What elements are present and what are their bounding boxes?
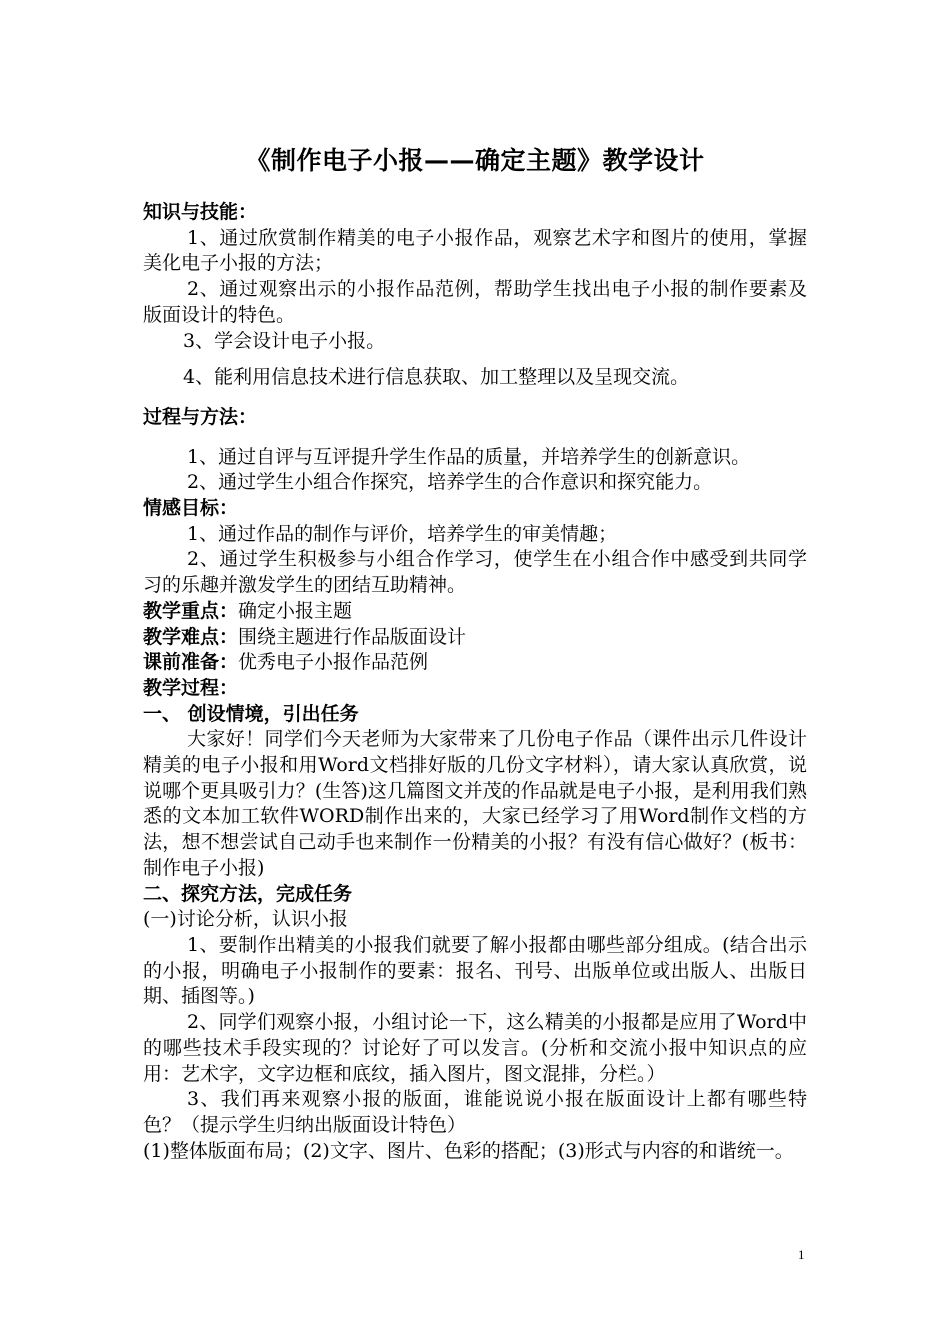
- emotion-heading: 情感目标：: [143, 497, 239, 520]
- section1-heading: 一、 创设情境，引出任务: [143, 702, 359, 725]
- knowledge-item-1: 1、通过欣赏制作精美的电子小报作品，观察艺术字和图片的使用，掌握美化电子小报的方法；: [143, 226, 807, 275]
- process-item-1: 1、通过自评与互评提升学生作品的质量，并培养学生的创新意识。: [187, 445, 751, 468]
- difficulty-value: 围绕主题进行作品版面设计: [238, 625, 467, 648]
- process-item-2: 2、通过学生小组合作探究，培养学生的合作意识和探究能力。: [187, 471, 713, 494]
- teaching-process-heading: 教学过程：: [143, 676, 239, 699]
- page-number: 1: [798, 1247, 805, 1262]
- preparation-value: 优秀电子小报作品范例: [238, 651, 429, 674]
- knowledge-heading: 知识与技能：: [143, 201, 258, 223]
- emotion-item-1: 1、通过作品的制作与评价，培养学生的审美情趣；: [187, 522, 618, 545]
- preparation-label: 课前准备：: [143, 651, 239, 674]
- document-body: [143, 200, 807, 1164]
- difficulty-line: [143, 625, 807, 651]
- key-point-label: 教学重点：: [143, 599, 239, 622]
- emotion-item-2: 2、通过学生积极参与小组合作学习，使学生在小组合作中感受到共同学习的乐趣并激发学生的团结互助精神。: [143, 548, 807, 597]
- section1-paragraph: 大家好！同学们今天老师为大家带来了几份电子作品（课件出示几件设计精美的电子小报和用Word文档排好版的几份文字材料），请大家认真欣赏，说说哪个更具吸引力？(生答)这几篇图文并茂的作品就是电子小报，是利用我们熟悉的文本加工软件WORD制作出来的，大家已经学习了用Word制作文档的方法，想不想尝试自己动手也来制作一份精美的小报？有没有信心做好？(板书：制作电子小报): [143, 728, 807, 879]
- process-heading: 过程与方法：: [143, 405, 258, 428]
- section2-item-1: 1、要制作出精美的小报我们就要了解小报都由哪些部分组成。(结合出示的小报，明确电子小报制作的要素：报名、刊号、出版单位或出版人、出版日期、插图等。): [143, 933, 807, 1008]
- preparation-line: [143, 650, 807, 676]
- key-point-value: 确定小报主题: [238, 599, 353, 622]
- document-title: 《制作电子小报——确定主题》教学设计: [245, 146, 705, 175]
- section2-item-3: 3、我们再来观察小报的版面，谁能说说小报在版面设计上都有哪些特色？（提示学生归纳出版面设计特色）: [143, 1088, 807, 1136]
- knowledge-item-3: 3、学会设计电子小报。: [183, 329, 386, 352]
- section2-item-2: 2、同学们观察小报，小组讨论一下，这么精美的小报都是应用了Word中的哪些技术手段实现的？讨论好了可以发言。(分析和交流小报中知识点的应用：艺术字，文字边框和底纹，插入图片，图文混排，分栏。）: [143, 1011, 807, 1085]
- knowledge-item-2: 2、通过观察出示的小报作品范例，帮助学生找出电子小报的制作要素及版面设计的特色。: [143, 278, 807, 326]
- knowledge-item-4: 4、能利用信息技术进行信息获取、加工整理以及呈现交流。: [183, 366, 690, 389]
- key-point-line: [143, 599, 807, 625]
- section2-subheading: (一)讨论分析，认识小报: [143, 908, 348, 931]
- section2-heading: 二、探究方法，完成任务: [143, 882, 353, 905]
- section2-summary: (1)整体版面布局；(2)文字、图片、色彩的搭配；(3)形式与内容的和谐统一。: [143, 1139, 794, 1162]
- difficulty-label: 教学难点：: [143, 625, 239, 648]
